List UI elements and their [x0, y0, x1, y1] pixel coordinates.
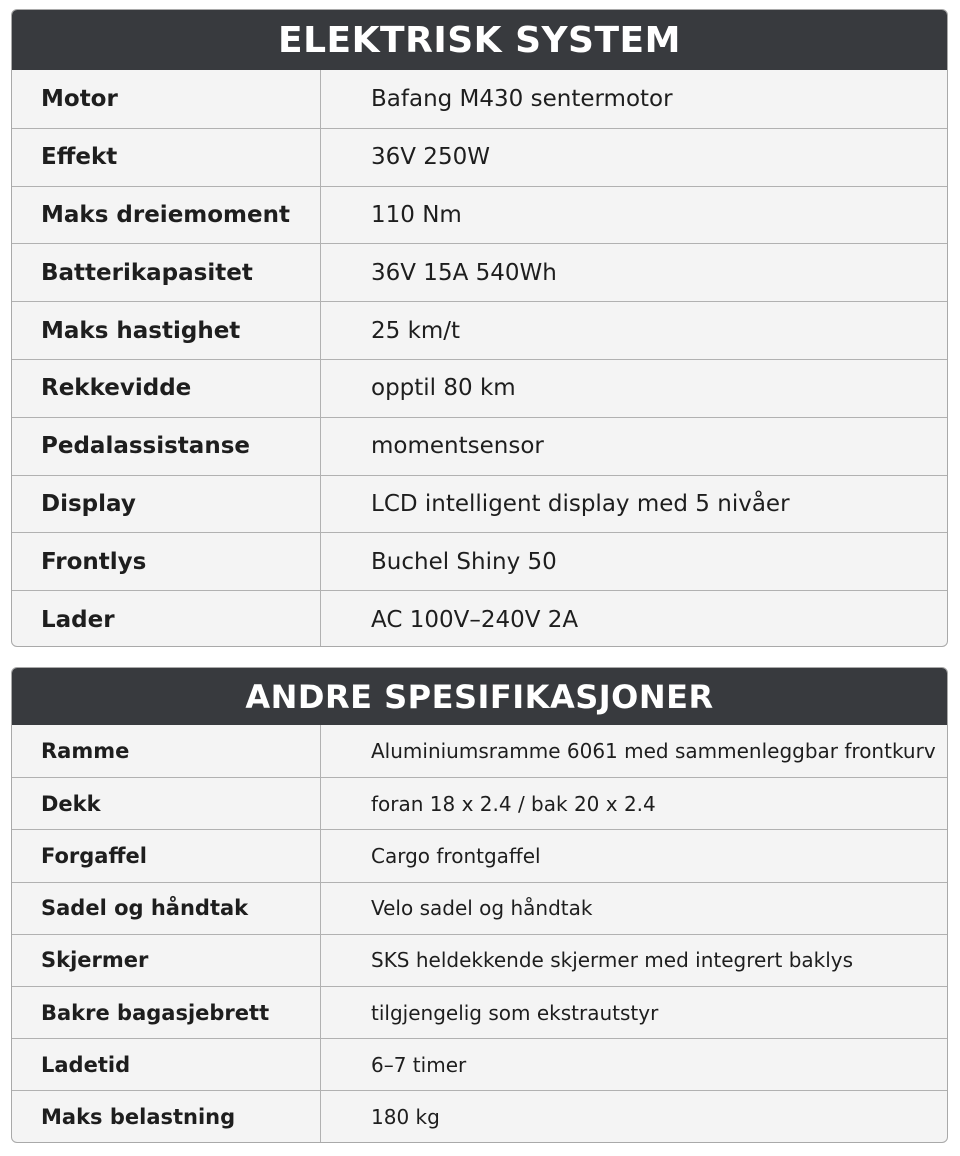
other-specs-title: ANDRE SPESIFIKASJONER	[12, 668, 947, 725]
table-row	[12, 532, 947, 590]
spec-value: 180 kg	[371, 1104, 440, 1129]
spec-value: Cargo frontgaffel	[371, 843, 541, 868]
spec-label: Ramme	[12, 725, 321, 777]
table-row	[12, 243, 947, 301]
table-row	[12, 590, 947, 647]
spec-value: Bafang M430 sentermotor	[371, 85, 673, 112]
spec-value: SKS heldekkende skjermer med integrert baklys	[371, 948, 854, 973]
spec-label: Skjermer	[12, 935, 321, 986]
table-row	[12, 417, 947, 475]
spec-value: AC 100V–240V 2A	[371, 606, 579, 633]
spec-value: 6–7 timer	[371, 1052, 467, 1077]
spec-label: Forgaffel	[12, 830, 321, 881]
spec-value: opptil 80 km	[371, 375, 516, 402]
spec-label: Display	[12, 476, 321, 533]
spec-value: Buchel Shiny 50	[371, 548, 557, 575]
other-specs-rows	[12, 725, 947, 1143]
spec-value: 36V 250W	[371, 144, 490, 171]
spec-label: Batterikapasitet	[12, 244, 321, 301]
electric-system-title: ELEKTRISK SYSTEM	[12, 10, 947, 70]
other-specs-table	[11, 667, 948, 1143]
electric-system-table	[11, 9, 948, 647]
spec-label: Maks dreiemoment	[12, 187, 321, 244]
spec-value: 110 Nm	[371, 201, 462, 228]
table-row	[12, 829, 947, 881]
table-row	[12, 70, 947, 128]
spec-label: Frontlys	[12, 533, 321, 590]
table-row	[12, 777, 947, 829]
spec-value: 36V 15A 540Wh	[371, 259, 557, 286]
table-row	[12, 725, 947, 777]
spec-label: Maks hastighet	[12, 302, 321, 359]
spec-label: Motor	[12, 70, 321, 128]
table-row	[12, 475, 947, 533]
table-row	[12, 1038, 947, 1090]
table-row	[12, 986, 947, 1038]
table-row	[12, 359, 947, 417]
spec-value: foran 18 x 2.4 / bak 20 x 2.4	[371, 791, 656, 816]
spec-label: Lader	[12, 591, 321, 647]
spec-label: Bakre bagasjebrett	[12, 987, 321, 1038]
table-row	[12, 128, 947, 186]
spec-label: Rekkevidde	[12, 360, 321, 417]
spec-label: Effekt	[12, 129, 321, 186]
table-row	[12, 934, 947, 986]
spec-label: Ladetid	[12, 1039, 321, 1090]
spec-value: Velo sadel og håndtak	[371, 896, 593, 921]
spec-value: tilgjengelig som ekstrautstyr	[371, 1000, 659, 1025]
spec-value: 25 km/t	[371, 317, 461, 344]
spec-value: LCD intelligent display med 5 nivåer	[371, 490, 790, 517]
spec-value: momentsensor	[371, 433, 544, 460]
table-row	[12, 882, 947, 934]
table-row	[12, 1090, 947, 1142]
table-row	[12, 186, 947, 244]
spec-label: Pedalassistanse	[12, 418, 321, 475]
spec-label: Sadel og håndtak	[12, 883, 321, 934]
electric-system-rows	[12, 70, 947, 647]
table-row	[12, 301, 947, 359]
spec-label: Dekk	[12, 778, 321, 829]
spec-value: Aluminiumsramme 6061 med sammenleggbar frontkurv	[371, 739, 936, 764]
spec-label: Maks belastning	[12, 1091, 321, 1142]
